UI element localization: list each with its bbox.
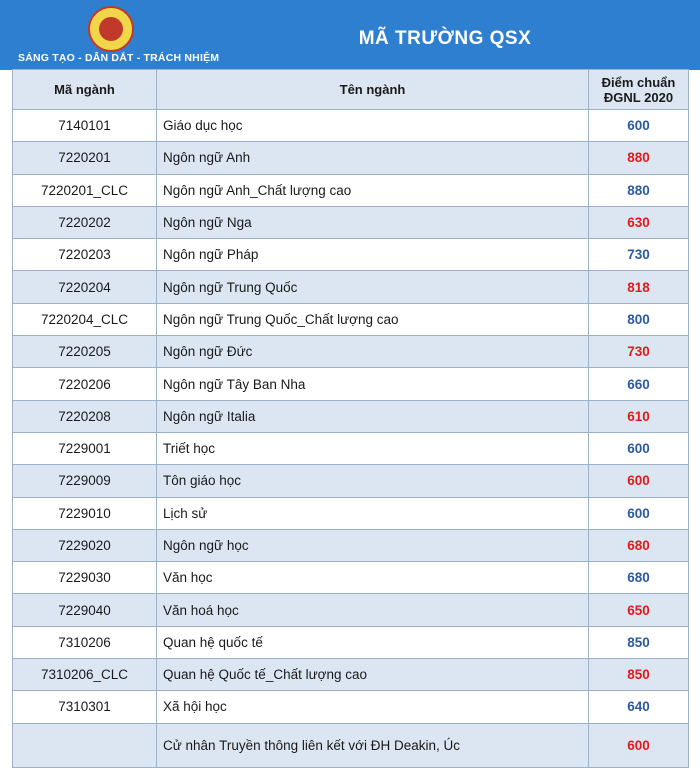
header-banner — [0, 0, 700, 70]
score-cell: 610 — [589, 400, 689, 432]
name-cell: Giáo dục học — [157, 110, 589, 142]
admission-score-table — [12, 69, 689, 768]
code-cell: 7220202 — [13, 206, 157, 238]
score-cell: 600 — [589, 723, 689, 767]
score-cell: 880 — [589, 174, 689, 206]
table-row — [13, 336, 689, 368]
name-cell: Ngôn ngữ học — [157, 529, 589, 561]
score-cell: 730 — [589, 336, 689, 368]
score-cell: 600 — [589, 110, 689, 142]
university-seal-icon — [88, 6, 134, 52]
score-cell: 660 — [589, 368, 689, 400]
name-cell: Cử nhân Truyền thông liên kết với ĐH Deakin, Úc — [157, 723, 589, 767]
name-cell: Ngôn ngữ Đức — [157, 336, 589, 368]
score-cell: 880 — [589, 142, 689, 174]
name-cell: Văn học — [157, 562, 589, 594]
score-cell: 818 — [589, 271, 689, 303]
score-cell: 730 — [589, 239, 689, 271]
table-row — [13, 626, 689, 658]
code-cell: 7229020 — [13, 529, 157, 561]
name-cell: Ngôn ngữ Anh_Chất lượng cao — [157, 174, 589, 206]
code-cell: 7310206_CLC — [13, 659, 157, 691]
name-cell: Ngôn ngữ Nga — [157, 206, 589, 238]
name-cell: Lịch sử — [157, 497, 589, 529]
code-cell: 7229040 — [13, 594, 157, 626]
name-cell: Tôn giáo học — [157, 465, 589, 497]
table-row — [13, 562, 689, 594]
table-row — [13, 432, 689, 464]
code-cell: 7220204_CLC — [13, 303, 157, 335]
code-cell: 7220205 — [13, 336, 157, 368]
score-cell: 600 — [589, 465, 689, 497]
name-cell: Ngôn ngữ Anh — [157, 142, 589, 174]
score-cell: 650 — [589, 594, 689, 626]
code-cell: 7220204 — [13, 271, 157, 303]
score-cell: 600 — [589, 432, 689, 464]
score-cell: 640 — [589, 691, 689, 723]
table-row — [13, 368, 689, 400]
code-cell — [13, 723, 157, 767]
score-cell: 800 — [589, 303, 689, 335]
table-row — [13, 659, 689, 691]
name-cell: Xã hội học — [157, 691, 589, 723]
code-cell: 7310301 — [13, 691, 157, 723]
score-cell: 680 — [589, 529, 689, 561]
name-cell: Ngôn ngữ Tây Ban Nha — [157, 368, 589, 400]
column-header-code: Mã ngành — [13, 70, 157, 110]
column-header-score — [589, 70, 689, 110]
code-cell: 7220208 — [13, 400, 157, 432]
score-cell: 850 — [589, 659, 689, 691]
code-cell: 7229001 — [13, 432, 157, 464]
table-header-row — [13, 70, 689, 110]
table-row — [13, 174, 689, 206]
table-row — [13, 206, 689, 238]
table-row — [13, 723, 689, 767]
code-cell: 7220201 — [13, 142, 157, 174]
name-cell: Quan hệ quốc tế — [157, 626, 589, 658]
table-row — [13, 497, 689, 529]
name-cell: Ngôn ngữ Trung Quốc — [157, 271, 589, 303]
table-row — [13, 142, 689, 174]
table-row — [13, 400, 689, 432]
name-cell: Văn hoá học — [157, 594, 589, 626]
table-row — [13, 303, 689, 335]
column-header-name: Tên ngành — [157, 70, 589, 110]
page-title: MÃ TRƯỜNG QSX — [358, 28, 532, 49]
table-row — [13, 529, 689, 561]
code-cell: 7220203 — [13, 239, 157, 271]
score-cell: 630 — [589, 206, 689, 238]
score-header-line2: ĐGNL 2020 — [603, 89, 674, 105]
code-cell: 7220206 — [13, 368, 157, 400]
score-cell: 850 — [589, 626, 689, 658]
table-row — [13, 239, 689, 271]
name-cell: Ngôn ngữ Pháp — [157, 239, 589, 271]
table-row — [13, 594, 689, 626]
table-row — [13, 691, 689, 723]
table-row — [13, 110, 689, 142]
table-row — [13, 465, 689, 497]
name-cell: Quan hệ Quốc tế_Chất lượng cao — [157, 659, 589, 691]
slogan: SÁNG TẠO - DẪN DẮT - TRÁCH NHIỆM — [18, 52, 220, 64]
code-cell: 7220201_CLC — [13, 174, 157, 206]
code-cell: 7310206 — [13, 626, 157, 658]
table-row — [13, 271, 689, 303]
score-header-line1: Điểm chuẩn — [601, 74, 676, 90]
score-cell: 680 — [589, 562, 689, 594]
table-body — [13, 110, 689, 768]
seal-center — [99, 17, 123, 41]
name-cell: Triết học — [157, 432, 589, 464]
code-cell: 7229030 — [13, 562, 157, 594]
code-cell: 7229009 — [13, 465, 157, 497]
name-cell: Ngôn ngữ Trung Quốc_Chất lượng cao — [157, 303, 589, 335]
code-cell: 7140101 — [13, 110, 157, 142]
name-cell: Ngôn ngữ Italia — [157, 400, 589, 432]
code-cell: 7229010 — [13, 497, 157, 529]
score-cell: 600 — [589, 497, 689, 529]
